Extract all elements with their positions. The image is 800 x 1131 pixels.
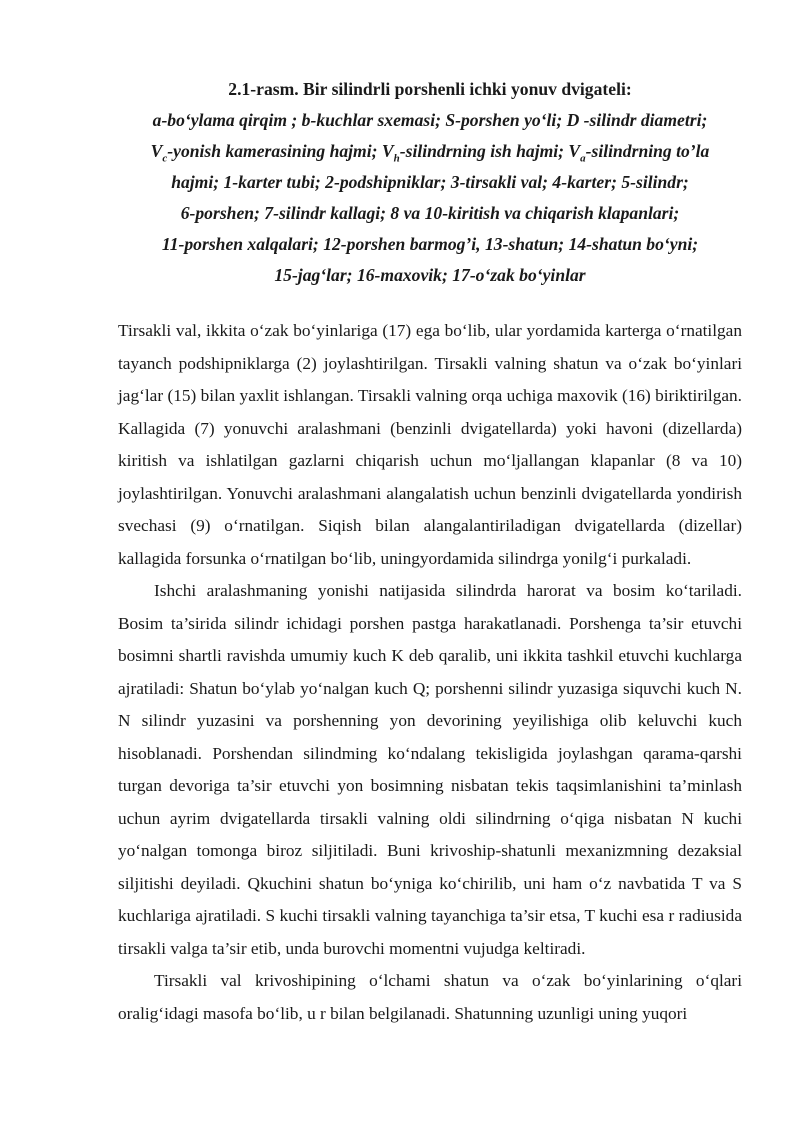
paragraph: Ishchi aralashmaning yonishi natijasida silindrda harorat va bosim ko‘tariladi. Bosim ta’sirida silindr ichidagi porshen pastga harakatlanadi. Porshenga ta’sir etuvchi bosimni shartli ravishda umumiy kuch K deb qaralib, uni ikkita tashkil etuvchi kuchlarga ajratiladi: Shatun bo‘ylab yo‘nalgan kuch Q; porshenni silindr yuzasiga siquvchi kuch N. N silindr yuzasini va porshenning yon devorining yeyilishiga olib keluvchi kuch hisoblanadi. Porshendan silindming ko‘ndalang tekisligida joylashgan qarama-qarshi turgan devoriga ta’sir etuvchi yon bosimning nisbatan tekis taqsimlanishini ta’minlash uchun ayrim dvigatellarda tirsakli valning oldi silindrning o‘qiga nisbatan N kuchi yo‘nalgan tomonga biroz siljitiladi. Buni krivoship-shatunli mexanizmning dezaksial siljitishi deyiladi. Qkuchini shatun bo‘yniga ko‘chirilib, uni ham o‘z navbatida T va S kuchlariga ajratiladi. S kuchi tirsakli valning tayanchiga ta’sir etsa, T kuchi esa r radiusida tirsakli valga ta’sir etib, unda burovchi momentni vujudga keltiradi. <box>118 581 742 958</box>
paragraph: Tirsakli val, ikkita o‘zak bo‘yinlariga (17) ega bo‘lib, ular yordamida karterga o‘rnatilgan tayanch podshipniklarga (2) joylashtirilgan. Tirsakli valning shatun va o‘zak bo‘yinlari jag‘lar (15) bilan yaxlit ishlangan. Tirsakli valning orqa uchiga maxovik (16) biriktirilgan. Kallagida (7) yonuvchi aralashmani (benzinli dvigatellarda) yoki havoni (dizellarda) kiritish va ishlatilgan gazlarni chiqarish uchun mo‘ljallangan klapanlar (8 va 10) joylashtirilgan. Yonuvchi aralashmani alangalatish uchun benzinli dvigatellarda yondirish svechasi (9) o‘rnatilgan. Siqish bilan alangalantiriladigan dvigatellarda (dizellar) kallagida forsunka o‘rnatilgan bo‘lib, uningyordamida silindrga yonilg‘i purkaladi. <box>118 321 742 568</box>
caption-title: 2.1-rasm. Bir silindrli porshenli ichki yonuv dvigateli: <box>228 79 632 99</box>
paragraph: Tirsakli val krivoshipining o‘lchami shatun va o‘zak bo‘yinlarining o‘qlari oralig‘idagi masofa bo‘lib, u r bilan belgilanadi. Shatunning uzunligi uning yuqori <box>118 971 742 1023</box>
figure-caption <box>108 0 752 291</box>
caption-line: $V_c$-yonish kamerasining hajmi; $V_h$-silindrning ish hajmi; $V_a$-silindrning to’la <box>150 141 710 165</box>
caption-line: 15-jag‘lar; 16-maxovik; 17-o‘zak bo‘yinlar <box>274 265 586 285</box>
caption-line: 6-porshen; 7-silindr kallagi; 8 va 10-kiritish va chiqarish klapanlari; <box>180 203 680 223</box>
caption-line: hajmi; 1-karter tubi; 2-podshipniklar; 3-tirsakli val; 4-karter; 5-silindr; <box>171 172 689 192</box>
body-text <box>118 315 742 1030</box>
caption-line: 11-porshen xalqalari; 12-porshen barmog’i, 13-shatun; 14-shatun bo‘yni; <box>161 234 699 254</box>
caption-line: a-bo‘ylama qirqim ; b-kuchlar sxemasi; S-porshen yo‘li; D -silindr diametri; <box>152 110 708 130</box>
